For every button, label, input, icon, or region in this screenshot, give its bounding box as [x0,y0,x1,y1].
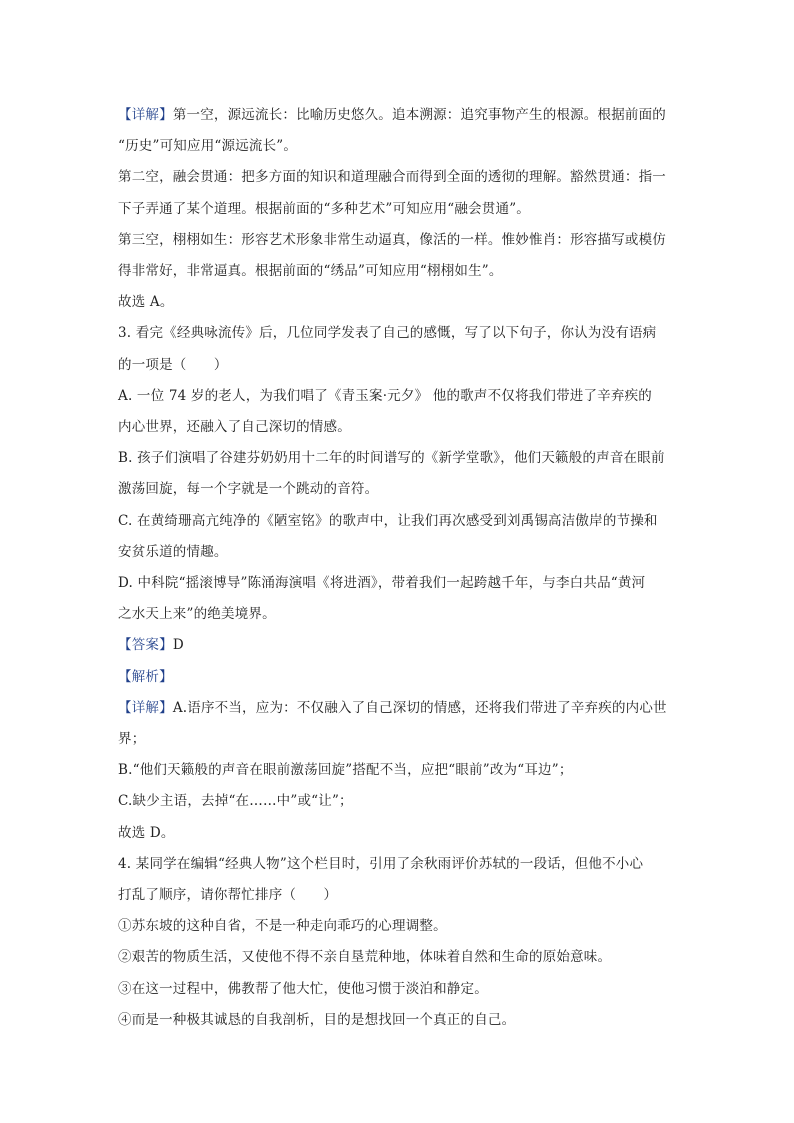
text-line [118,162,684,193]
line-text: C.缺少主语，去掉“在……中”或“让”； [118,793,353,810]
question-3-stem [118,318,684,349]
line-text: B. 孩子们演唱了谷建芬奶奶用十二年的时间谱写的《新学堂歌》，他们天籁般的声音在眼前 [118,450,665,467]
analysis-tag: 【解析】 [118,668,173,685]
text-line [118,724,684,755]
answer-line [118,630,684,661]
line-text: 界； [118,731,146,748]
text-line [118,755,684,786]
line-text: B.“他们天籁般的声音在眼前激荡回旋”搭配不当，应把“眼前”改为“耳边”； [118,762,573,779]
option-d [118,568,684,599]
line-text: 之水天上来”的绝美境界。 [118,606,276,623]
line-text: 打乱了顺序，请你帮忙排序（ ） [118,887,338,904]
line-text: 第一空，源远流长：比喻历史悠久。追本溯源：追究事物产生的根源。根据前面的 [172,107,667,123]
document-page [118,100,684,1036]
text-line [118,474,684,505]
sentence-3 [118,974,684,1005]
line-text: ①苏东坡的这种自省，不是一种走向乖巧的心理调整。 [118,918,447,935]
detail-line [118,693,684,724]
line-text: D. 中科院“摇滚博导”陈涌海演唱《将进酒》，带着我们一起跨越千年，与李白共品“黄河 [118,575,646,592]
section-tag: 【详解】 [118,107,173,123]
line-text: 故选 A。 [118,294,174,311]
text-line [118,412,684,443]
option-c [118,506,684,537]
text-line [118,599,684,630]
text-line [118,225,684,256]
text-line [118,818,684,849]
text-line [118,537,684,568]
text-line [118,880,684,911]
text-line [118,256,684,287]
option-a [118,381,684,412]
analysis-heading [118,662,684,693]
line-text: 的一项是（ ） [118,356,228,373]
line-text: A.语序不当，应为：不仅融入了自己深切的情感，还将我们带进了辛弃疾的内心世 [172,699,667,716]
line-text: 第三空，栩栩如生：形容艺术形象非常生动逼真，像活的一样。惟妙惟肖：形容描写或模仿 [118,231,666,248]
sentence-4 [118,1005,684,1036]
line-text: 激荡回旋，每一个字就是一个跳动的音符。 [118,481,379,498]
sentence-2 [118,942,684,973]
answer-tag: 【答案】 [118,637,173,654]
question-4-stem [118,849,684,880]
line-text: ④而是一种极其诚恳的自我剖析，目的是想找回一个真正的自己。 [118,1011,516,1028]
line-text: ③在这一过程中，佛教帮了他大忙，使他习惯于淡泊和静定。 [118,980,488,997]
text-line [118,350,684,381]
line-text: ②艰苦的物质生活，又使他不得不亲自垦荒种地，体味着自然和生命的原始意味。 [118,949,612,966]
line-text: 得非常好，非常逼真。根据前面的“绣品”可知应用“栩栩如生”。 [118,263,503,280]
text-line [118,786,684,817]
line-text: 第二空，融会贯通：把多方面的知识和道理融合而得到全面的透彻的理解。豁然贯通：指一 [118,169,666,186]
line-text: 3. 看完《经典咏流传》后，几位同学发表了自己的感慨，写了以下句子，你认为没有语病 [118,325,657,342]
line-text: 安贫乐道的情趣。 [118,543,228,560]
line-text: C. 在黄绮珊高亢纯净的《陋室铭》的歌声中，让我们再次感受到刘禹锡高洁傲岸的节操和 [118,512,658,529]
line-text: A. 一位 74 岁的老人，为我们唱了《青玉案·元夕》 他的歌声不仅将我们带进了辛弃疾的 [118,387,652,404]
section-tag: 【详解】 [118,699,173,716]
option-b [118,443,684,474]
line-text: “历史”可知应用“源远流长”。 [118,138,298,155]
line-text: 内心世界，还融入了自己深切的情感。 [118,419,351,436]
text-line [118,100,684,131]
text-line [118,287,684,318]
text-line [118,194,684,225]
text-line [118,131,684,162]
line-text: 下子弄通了某个道理。根据前面的“多种艺术”可知应用“融会贯通”。 [118,200,531,217]
line-text: 故选 D。 [118,824,175,841]
sentence-1 [118,911,684,942]
answer-value: D [172,637,184,654]
line-text: 4. 某同学在编辑“经典人物”这个栏目时，引用了余秋雨评价苏轼的一段话，但他不小心 [118,855,644,872]
